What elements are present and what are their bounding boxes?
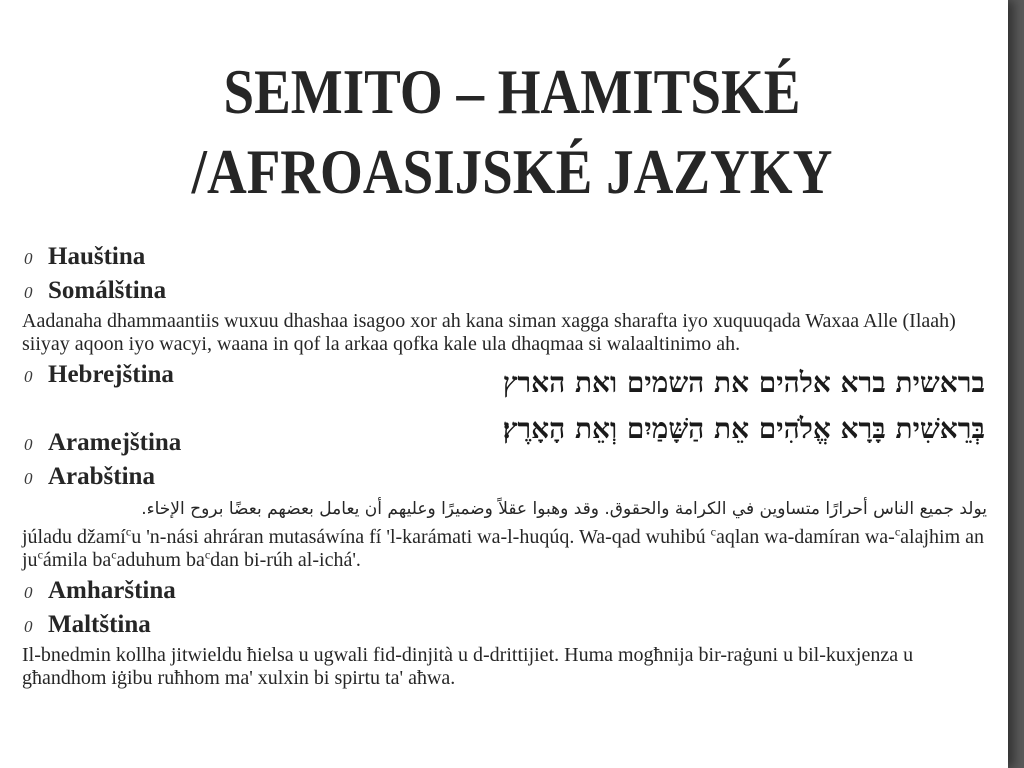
bullet-label: Hebrejština bbox=[48, 361, 174, 388]
title-line-2: /AFROASIJSKÉ JAZYKY bbox=[191, 136, 833, 207]
list-item-amharstina bbox=[22, 574, 997, 608]
arabic-sample-text: يولد جميع الناس أحرارًا متساوين في الكرامة والحقوق. وقد وهبوا عقلاً وضميرًا وعليهم أن يعامل بعضهم بعضًا بروح الإخاء. bbox=[141, 499, 987, 519]
bullet-marker: 0 bbox=[24, 283, 33, 302]
hebrew-line-pointed: בְּרֵאשִׁית בָּרָא אֱלֹהִים אֵת הַשָּׁמַיִם וְאֵת הָאָרֶץ׃ bbox=[502, 412, 985, 445]
hebrew-text-image bbox=[400, 360, 985, 452]
maltese-sample-text: Il-bnedmin kollha jitwieldu ħielsa u ugwali fid-dinjità u d-drittijiet. Huma mogħnija bir-raġuni u bil-kuxjenza u għandhom iġibu ruħhom ma' xulxin bi spirtu ta' aħwa. bbox=[22, 644, 914, 689]
list-item-maltstina bbox=[22, 608, 997, 642]
bullet-label: Arabština bbox=[48, 463, 155, 490]
bullet-label: Amharština bbox=[48, 577, 176, 604]
bullet-label: Aramejština bbox=[48, 429, 182, 456]
bullet-label: Hauština bbox=[48, 243, 146, 270]
bullet-marker: 0 bbox=[24, 435, 33, 454]
arabic-transliteration: júladu džamí$^c$u 'n-nási ahráran mutasáwína fí 'l-karámati wa-l-huqúq. Wa-qad wuhibú $^c$aqlan wa-damíran wa-$^c$alajhim an $ju^cámila$ $ba^caduhum$ $ba^cdan$ bi-rúh al-ichá'. bbox=[22, 524, 984, 571]
hebrew-line-unpointed: בראשית ברא אלהים את השמים ואת הארץ bbox=[502, 366, 985, 399]
list-item-haustina bbox=[22, 240, 997, 274]
list-item-somalstina bbox=[22, 274, 997, 308]
bullet-marker: 0 bbox=[24, 583, 33, 602]
slide-content bbox=[22, 240, 997, 692]
bullet-label: Somálština bbox=[48, 277, 167, 304]
bullet-marker: 0 bbox=[24, 249, 33, 268]
list-item-arabstina bbox=[22, 460, 997, 494]
bullet-marker: 0 bbox=[24, 617, 33, 636]
slide-title bbox=[72, 52, 953, 212]
bullet-label: Maltština bbox=[48, 611, 151, 638]
bullet-marker: 0 bbox=[24, 469, 33, 488]
bullet-marker: 0 bbox=[24, 367, 33, 386]
somali-sample-text: Aadanaha dhammaantiis wuxuu dhashaa isagoo xor ah kana siman xagga sharafta iyo xuquuqada Waxaa Alle (Ilaah) siiyay aqoon iyo wacyi, waana in qof la arkaa qofka kale ula dhaqmaa si walaaltinimo ah. bbox=[22, 310, 956, 355]
title-line-1: SEMITO – HAMITSKÉ bbox=[223, 56, 801, 127]
